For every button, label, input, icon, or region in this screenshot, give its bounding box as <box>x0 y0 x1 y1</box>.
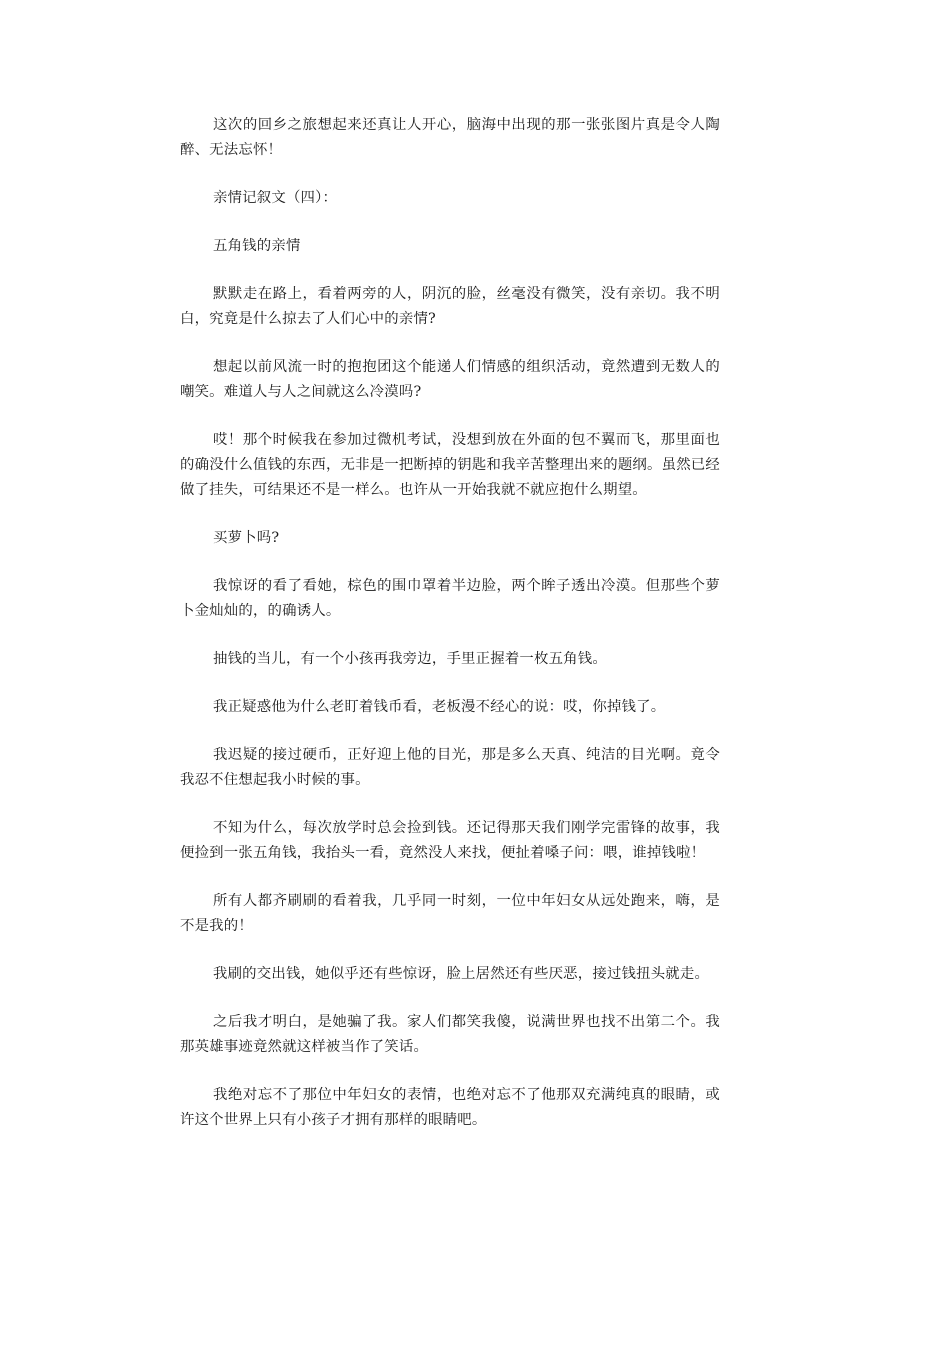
paragraph: 之后我才明白，是她骗了我。家人们都笑我傻，说满世界也找不出第二个。我那英雄事迹竟然就这样被当作了笑话。 <box>180 1014 720 1055</box>
paragraph: 哎！那个时候我在参加过微机考试，没想到放在外面的包不翼而飞，那里面也的确没什么值钱的东西，无非是一把断掉的钥匙和我辛苦整理出来的题纲。虽然已经做了挂失，可结果还不是一样么。也许从一开始我就不就应抱什么期望。 <box>180 432 720 498</box>
article-title: 五角钱的亲情 <box>213 238 301 254</box>
paragraph: 默默走在路上，看着两旁的人，阴沉的脸，丝毫没有微笑，没有亲切。我不明白，究竟是什么掠去了人们心中的亲情? <box>180 286 720 327</box>
paragraph: 我刷的交出钱，她似乎还有些惊讶，脸上居然还有些厌恶，接过钱扭头就走。 <box>213 966 710 982</box>
paragraph: 买萝卜吗? <box>213 530 280 546</box>
paragraph: 这次的回乡之旅想起来还真让人开心，脑海中出现的那一张张图片真是令人陶醉、无法忘怀！ <box>180 117 720 158</box>
paragraph: 抽钱的当儿，有一个小孩再我旁边，手里正握着一枚五角钱。 <box>213 651 607 667</box>
paragraph: 我正疑惑他为什么老盯着钱币看，老板漫不经心的说：哎，你掉钱了。 <box>213 699 666 715</box>
paragraph: 想起以前风流一时的抱抱团这个能递人们情感的组织活动，竟然遭到无数人的嘲笑。难道人与人之间就这么冷漠吗? <box>180 359 720 400</box>
paragraph: 我惊讶的看了看她，棕色的围巾罩着半边脸，两个眸子透出冷漠。但那些个萝卜金灿灿的，的确诱人。 <box>180 578 720 619</box>
section-heading: 亲情记叙文（四）： <box>213 190 338 206</box>
paragraph: 我绝对忘不了那位中年妇女的表情，也绝对忘不了他那双充满纯真的眼睛，或许这个世界上只有小孩子才拥有那样的眼睛吧。 <box>180 1087 720 1128</box>
document-page <box>180 113 720 1156</box>
paragraph: 不知为什么，每次放学时总会捡到钱。还记得那天我们刚学完雷锋的故事，我便捡到一张五角钱，我抬头一看，竟然没人来找，便扯着嗓子问：喂，谁掉钱啦！ <box>180 820 720 861</box>
paragraph: 我迟疑的接过硬币，正好迎上他的目光，那是多么天真、纯洁的目光啊。竟令我忍不住想起我小时候的事。 <box>180 747 720 788</box>
paragraph: 所有人都齐刷刷的看着我，几乎同一时刻，一位中年妇女从远处跑来，嗨，是不是我的！ <box>180 893 720 934</box>
